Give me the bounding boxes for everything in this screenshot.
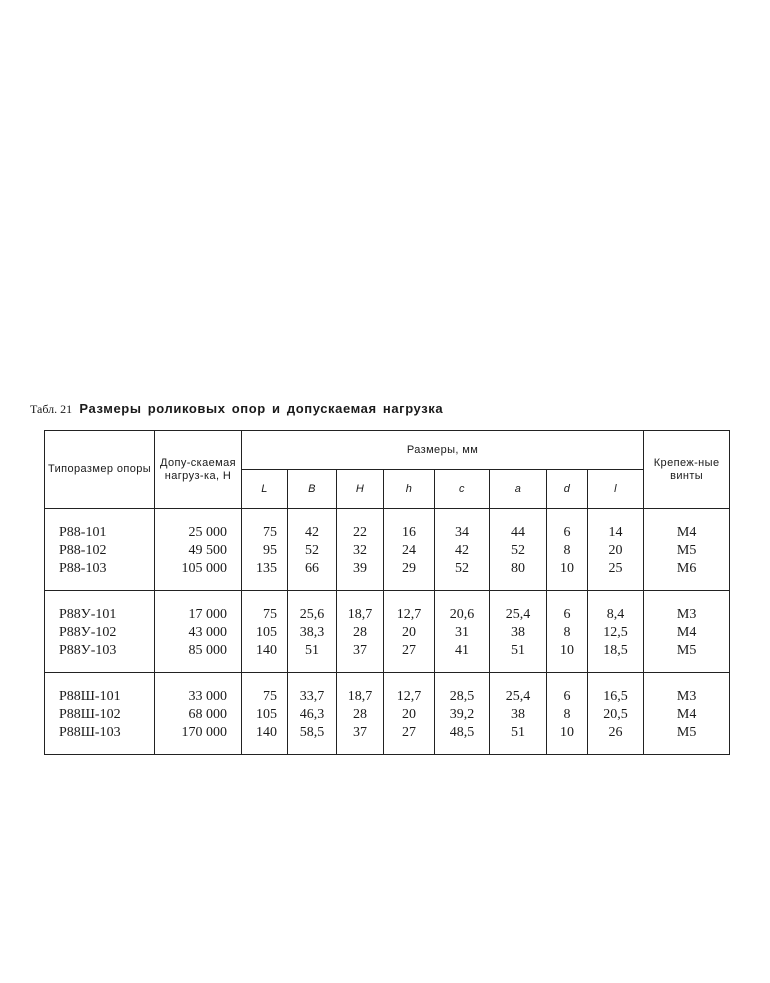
dim-value: 105 [256, 625, 277, 640]
dim-value: 39,2 [449, 707, 475, 722]
dim-value: 39 [353, 561, 367, 576]
header-dimensions: Размеры, мм [242, 431, 644, 470]
dim-value: 20 [402, 625, 416, 640]
dim-value: 6 [563, 607, 571, 622]
dim-value: 52 [511, 543, 525, 558]
screw-value: М6 [676, 561, 697, 576]
dim-value: 66 [305, 561, 319, 576]
header-dim-l: l [588, 470, 644, 509]
header-dim-H: H [337, 470, 384, 509]
dim-value: 51 [511, 725, 525, 740]
cell-dim-d [547, 509, 588, 591]
dim-value: 27 [402, 643, 416, 658]
dim-value: 20 [608, 543, 623, 558]
dim-value: 18,7 [347, 689, 373, 704]
dim-value: 48,5 [449, 725, 475, 740]
dim-value: 38 [511, 707, 525, 722]
screw-value: М3 [676, 607, 697, 622]
dim-value: 28,5 [449, 689, 475, 704]
dim-value: 75 [263, 689, 277, 704]
dim-value: 14 [608, 525, 623, 540]
dim-value: 16,5 [603, 689, 628, 704]
dim-value: 8 [563, 625, 571, 640]
header-type: Типоразмер опоры [45, 431, 155, 509]
dim-value: 58,5 [299, 725, 325, 740]
dim-value: 105 [256, 707, 277, 722]
type-value: Р88Ш-101 [59, 689, 121, 704]
dim-value: 27 [402, 725, 416, 740]
dim-value: 37 [353, 643, 367, 658]
dim-value: 75 [263, 607, 277, 622]
dim-value: 34 [455, 525, 469, 540]
table-row-group-p88u [45, 591, 730, 673]
header-dim-h: h [384, 470, 435, 509]
dim-value: 38,3 [299, 625, 325, 640]
cell-dim-H [337, 509, 384, 591]
dim-value: 140 [256, 725, 277, 740]
screw-value: М5 [676, 643, 697, 658]
type-value: Р88У-102 [59, 625, 117, 640]
dim-value: 25,6 [299, 607, 325, 622]
dim-value: 10 [560, 561, 574, 576]
dim-value: 38 [511, 625, 525, 640]
cell-dim-c [435, 591, 490, 673]
header-dim-L: L [242, 470, 288, 509]
dim-value: 18,5 [603, 643, 628, 658]
cell-dim-c [435, 509, 490, 591]
dim-value: 32 [353, 543, 367, 558]
type-value: Р88-103 [59, 561, 107, 576]
cell-dim-H [337, 673, 384, 755]
screw-value: М4 [676, 525, 697, 540]
table-row-group-p88sh [45, 673, 730, 755]
cell-load [155, 509, 242, 591]
header-dim-B: B [288, 470, 337, 509]
dim-value: 26 [608, 725, 623, 740]
dim-value: 25,4 [505, 689, 531, 704]
header-screws: Крепеж-ные винты [644, 431, 730, 509]
cell-dim-d [547, 591, 588, 673]
type-value: Р88У-103 [59, 643, 117, 658]
cell-types [45, 591, 155, 673]
cell-load [155, 591, 242, 673]
cell-dim-L [242, 591, 288, 673]
screw-value: М4 [676, 625, 697, 640]
dim-value: 46,3 [299, 707, 325, 722]
dim-value: 31 [455, 625, 469, 640]
dim-value: 135 [256, 561, 277, 576]
screw-value: М5 [676, 725, 697, 740]
cell-dim-B [288, 673, 337, 755]
cell-dim-h [384, 673, 435, 755]
dim-value: 25 [608, 561, 623, 576]
table-caption [30, 398, 443, 420]
cell-dim-L [242, 673, 288, 755]
table-title: Размеры роликовых опор и допускаемая нагрузка [79, 401, 444, 416]
cell-dim-a [490, 509, 547, 591]
cell-dim-a [490, 673, 547, 755]
dim-value: 44 [511, 525, 525, 540]
dim-value: 29 [402, 561, 416, 576]
dim-value: 8 [563, 543, 571, 558]
cell-types [45, 509, 155, 591]
dim-value: 75 [263, 525, 277, 540]
dim-value: 6 [563, 689, 571, 704]
cell-dim-h [384, 591, 435, 673]
table-row-group-p88 [45, 509, 730, 591]
dim-value: 24 [402, 543, 416, 558]
header-row-1 [45, 431, 730, 470]
screw-value: М3 [676, 689, 697, 704]
load-value: 49 500 [188, 543, 227, 558]
cell-dim-L [242, 509, 288, 591]
dim-value: 37 [353, 725, 367, 740]
dim-value: 33,7 [299, 689, 325, 704]
load-value: 170 000 [181, 725, 227, 740]
load-value: 85 000 [188, 643, 227, 658]
header-dim-c: c [435, 470, 490, 509]
dim-value: 12,7 [396, 607, 422, 622]
dim-value: 25,4 [505, 607, 531, 622]
cell-dim-l [588, 673, 644, 755]
cell-screws [644, 591, 730, 673]
dim-value: 28 [353, 707, 367, 722]
dim-value: 6 [563, 525, 571, 540]
dim-value: 52 [305, 543, 319, 558]
cell-screws [644, 673, 730, 755]
cell-dim-c [435, 673, 490, 755]
load-value: 25 000 [188, 525, 227, 540]
type-value: Р88-102 [59, 543, 107, 558]
load-value: 33 000 [188, 689, 227, 704]
load-value: 105 000 [181, 561, 227, 576]
dim-value: 42 [455, 543, 469, 558]
dim-value: 8 [563, 707, 571, 722]
type-value: Р88У-101 [59, 607, 117, 622]
dim-value: 41 [455, 643, 469, 658]
dim-value: 12,5 [603, 625, 628, 640]
dim-value: 95 [263, 543, 277, 558]
dim-value: 80 [511, 561, 525, 576]
header-dim-d: d [547, 470, 588, 509]
load-value: 68 000 [188, 707, 227, 722]
cell-load [155, 673, 242, 755]
load-value: 43 000 [188, 625, 227, 640]
type-value: Р88-101 [59, 525, 107, 540]
dim-value: 140 [256, 643, 277, 658]
table-number: Табл. 21 [30, 402, 73, 416]
dim-value: 51 [305, 643, 319, 658]
load-value: 17 000 [188, 607, 227, 622]
dim-value: 20,5 [603, 707, 628, 722]
dim-value: 18,7 [347, 607, 373, 622]
type-value: Р88Ш-103 [59, 725, 121, 740]
dim-value: 42 [305, 525, 319, 540]
cell-screws [644, 509, 730, 591]
header-load: Допу-скаемая нагруз-ка, Н [155, 431, 242, 509]
cell-dim-l [588, 509, 644, 591]
cell-dim-d [547, 673, 588, 755]
roller-supports-table [44, 430, 730, 755]
header-dim-a: a [490, 470, 547, 509]
dim-value: 52 [455, 561, 469, 576]
dim-value: 12,7 [396, 689, 422, 704]
type-value: Р88Ш-102 [59, 707, 121, 722]
screw-value: М5 [676, 543, 697, 558]
cell-dim-B [288, 591, 337, 673]
dim-value: 16 [402, 525, 416, 540]
dim-value: 10 [560, 643, 574, 658]
dim-value: 51 [511, 643, 525, 658]
dim-value: 10 [560, 725, 574, 740]
cell-dim-h [384, 509, 435, 591]
dim-value: 20 [402, 707, 416, 722]
dim-value: 22 [353, 525, 367, 540]
cell-dim-l [588, 591, 644, 673]
cell-dim-H [337, 591, 384, 673]
screw-value: М4 [676, 707, 697, 722]
cell-dim-B [288, 509, 337, 591]
cell-types [45, 673, 155, 755]
dim-value: 20,6 [449, 607, 475, 622]
dim-value: 8,4 [606, 607, 625, 622]
cell-dim-a [490, 591, 547, 673]
dim-value: 28 [353, 625, 367, 640]
